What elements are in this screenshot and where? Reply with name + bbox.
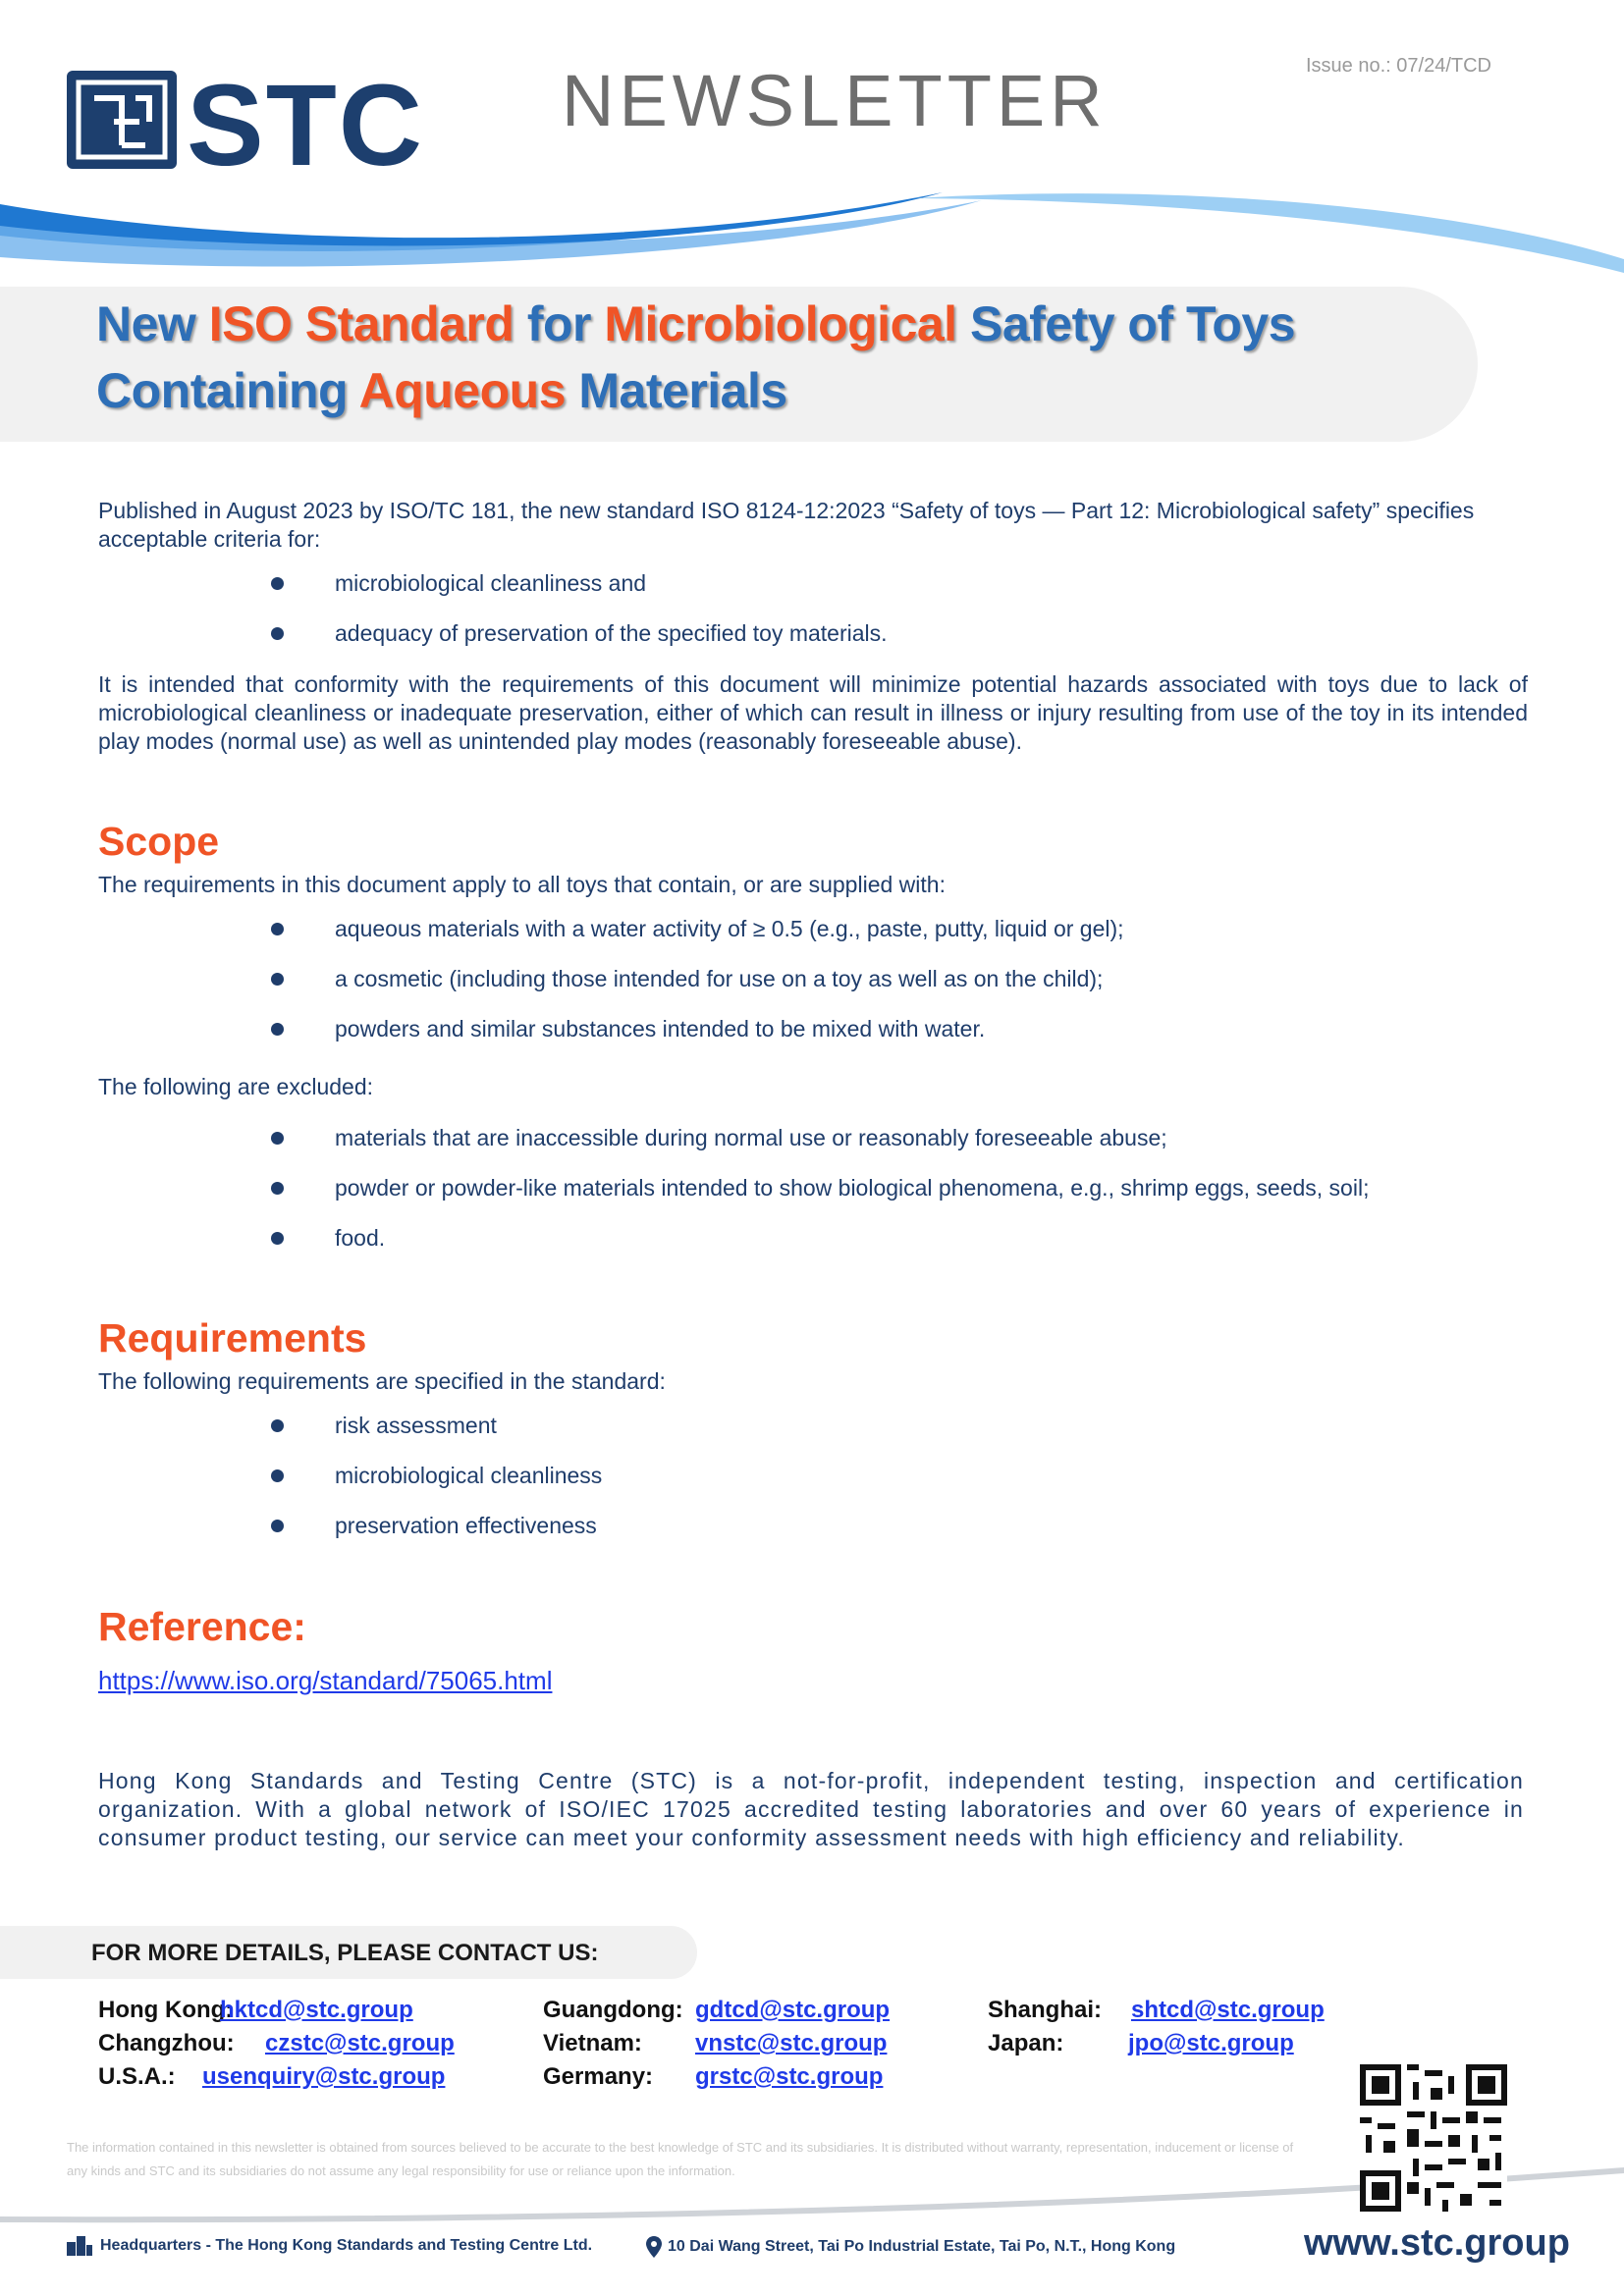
contact-column-3	[988, 1994, 1325, 2060]
disclaimer-text: The information contained in this newsletter is obtained from sources believed to be accurate to the best knowledge of STC and its subsidiaries. It is distributed without warranty, representation, inducement or license of any kinds and STC and its subsidiaries do not assume any legal responsibility for use or reliance upon the information.	[67, 2140, 1294, 2178]
reference-heading: Reference:	[98, 1604, 306, 1649]
requirements-lead: The following requirements are specified in the standard:	[98, 1368, 666, 1394]
headquarters-line	[67, 2236, 592, 2256]
contact-entry-japan	[988, 2027, 1325, 2060]
intro-paragraph: Published in August 2023 by ISO/TC 181, the new standard ISO 8124-12:2023 “Safety of toys — Part 12: Microbiological safety” specifies acceptable criteria for:	[98, 498, 1475, 552]
requirements-bullet-list	[271, 1412, 602, 1562]
contact-email-link[interactable]: usenquiry@stc.group	[202, 2063, 446, 2090]
bullet-item: microbiological cleanliness	[271, 1462, 602, 1512]
title-segment: New	[96, 296, 209, 351]
contact-email-link[interactable]: shtcd@stc.group	[1131, 1997, 1325, 2023]
reference-link[interactable]: https://www.iso.org/standard/75065.html	[98, 1666, 553, 1695]
contact-label: Germany:	[543, 2063, 654, 2090]
contact-email-link[interactable]: gdtcd@stc.group	[695, 1997, 891, 2023]
scope-heading: Scope	[98, 819, 220, 864]
intro-bullet-list	[271, 569, 888, 669]
title-segment: Safety of Toys	[956, 296, 1296, 351]
title-highlight: Aqueous	[358, 363, 567, 418]
title-highlight: Microbiological	[604, 296, 957, 351]
bullet-item: a cosmetic (including those intended for use on a toy as well as on the child);	[271, 965, 1124, 1015]
bullet-item: powders and similar substances intended to be mixed with water.	[271, 1015, 1124, 1065]
title-highlight: ISO Standard	[208, 296, 514, 351]
issue-number: Issue no.: 07/24/TCD	[1306, 55, 1491, 77]
contact-entry-germany	[543, 2060, 890, 2094]
contact-email-link[interactable]: hktcd@stc.group	[220, 1997, 413, 2023]
contact-entry-guangdong	[543, 1994, 890, 2027]
address-text: 10 Dai Wang Street, Tai Po Industrial Estate, Tai Po, N.T., Hong Kong	[668, 2238, 1176, 2256]
contact-entry-hong-kong	[98, 1994, 455, 2027]
contact-column-2	[543, 1994, 890, 2094]
contact-label: Guangdong:	[543, 1997, 683, 2023]
address-line	[646, 2236, 1175, 2258]
building-icon	[67, 2236, 92, 2256]
location-pin-icon	[646, 2236, 662, 2258]
contact-heading: FOR MORE DETAILS, PLEASE CONTACT US:	[91, 1940, 599, 1966]
bullet-item: materials that are inaccessible during normal use or reasonably foreseeable abuse;	[271, 1124, 1369, 1174]
bullet-item: preservation effectiveness	[271, 1512, 602, 1562]
scope-bullet-list	[271, 915, 1124, 1065]
contact-label: Japan:	[988, 2030, 1064, 2056]
requirements-heading: Requirements	[98, 1315, 367, 1361]
bullet-item: microbiological cleanliness and	[271, 569, 888, 619]
contact-email-link[interactable]: vnstc@stc.group	[695, 2030, 888, 2056]
contact-email-link[interactable]: grstc@stc.group	[695, 2063, 884, 2090]
bullet-item: food.	[271, 1224, 1369, 1274]
title-line-2	[96, 357, 1490, 424]
about-stc-paragraph: Hong Kong Standards and Testing Centre (STC) is a not-for-profit, independent testing, inspection and certification organization. With a global network of ISO/IEC 17025 accredited testing laboratories and over 60 years of experience in consumer product testing, our service can meet your conformity assessment needs with high efficiency and reliability.	[98, 1768, 1524, 1850]
contact-entry-shanghai	[988, 1994, 1325, 2027]
newsletter-title: NEWSLETTER	[562, 60, 1108, 141]
article-title	[96, 291, 1490, 424]
bullet-item: adequacy of preservation of the specified toy materials.	[271, 619, 888, 669]
scope-lead: The requirements in this document apply to all toys that contain, or are supplied with:	[98, 872, 946, 897]
title-segment: Materials	[566, 363, 787, 418]
bullet-item: powder or powder-like materials intended to show biological phenomena, e.g., shrimp eggs, seeds, soil;	[271, 1174, 1369, 1224]
website-link[interactable]: www.stc.group	[1304, 2222, 1570, 2264]
bullet-item: risk assessment	[271, 1412, 602, 1462]
contact-label: Shanghai:	[988, 1997, 1103, 2023]
headquarters-text: Headquarters - The Hong Kong Standards and Testing Centre Ltd.	[100, 2237, 593, 2255]
excluded-bullet-list	[271, 1124, 1369, 1274]
intro-paragraph-2: It is intended that conformity with the requirements of this document will minimize potential hazards associated with toys due to lack of microbiological cleanliness or inadequate preservation, either of which can result in illness or injury resulting from use of the toy in its intended play modes (normal use) as well as unintended play modes (reasonably foreseeable abuse).	[98, 671, 1528, 754]
contact-column-1	[98, 1994, 455, 2094]
contact-entry-changzhou	[98, 2027, 455, 2060]
logo-text: STC	[187, 63, 424, 173]
contact-entry-usa	[98, 2060, 455, 2094]
qr-code[interactable]	[1360, 2064, 1507, 2212]
excluded-lead: The following are excluded:	[98, 1074, 373, 1099]
contact-label: Hong Kong:	[98, 1997, 234, 2023]
contact-email-link[interactable]: jpo@stc.group	[1128, 2030, 1294, 2056]
title-segment: for	[514, 296, 605, 351]
header-wave	[0, 177, 1624, 285]
contact-entry-vietnam	[543, 2027, 890, 2060]
contact-email-link[interactable]: czstc@stc.group	[265, 2030, 455, 2056]
title-line-1	[96, 291, 1490, 357]
contact-label: Changzhou:	[98, 2030, 235, 2056]
contact-label: Vietnam:	[543, 2030, 642, 2056]
bullet-item: aqueous materials with a water activity of ≥ 0.5 (e.g., paste, putty, liquid or gel);	[271, 915, 1124, 965]
stc-logo	[67, 63, 460, 173]
title-segment: Containing	[96, 363, 359, 418]
contact-label: U.S.A.:	[98, 2063, 176, 2090]
